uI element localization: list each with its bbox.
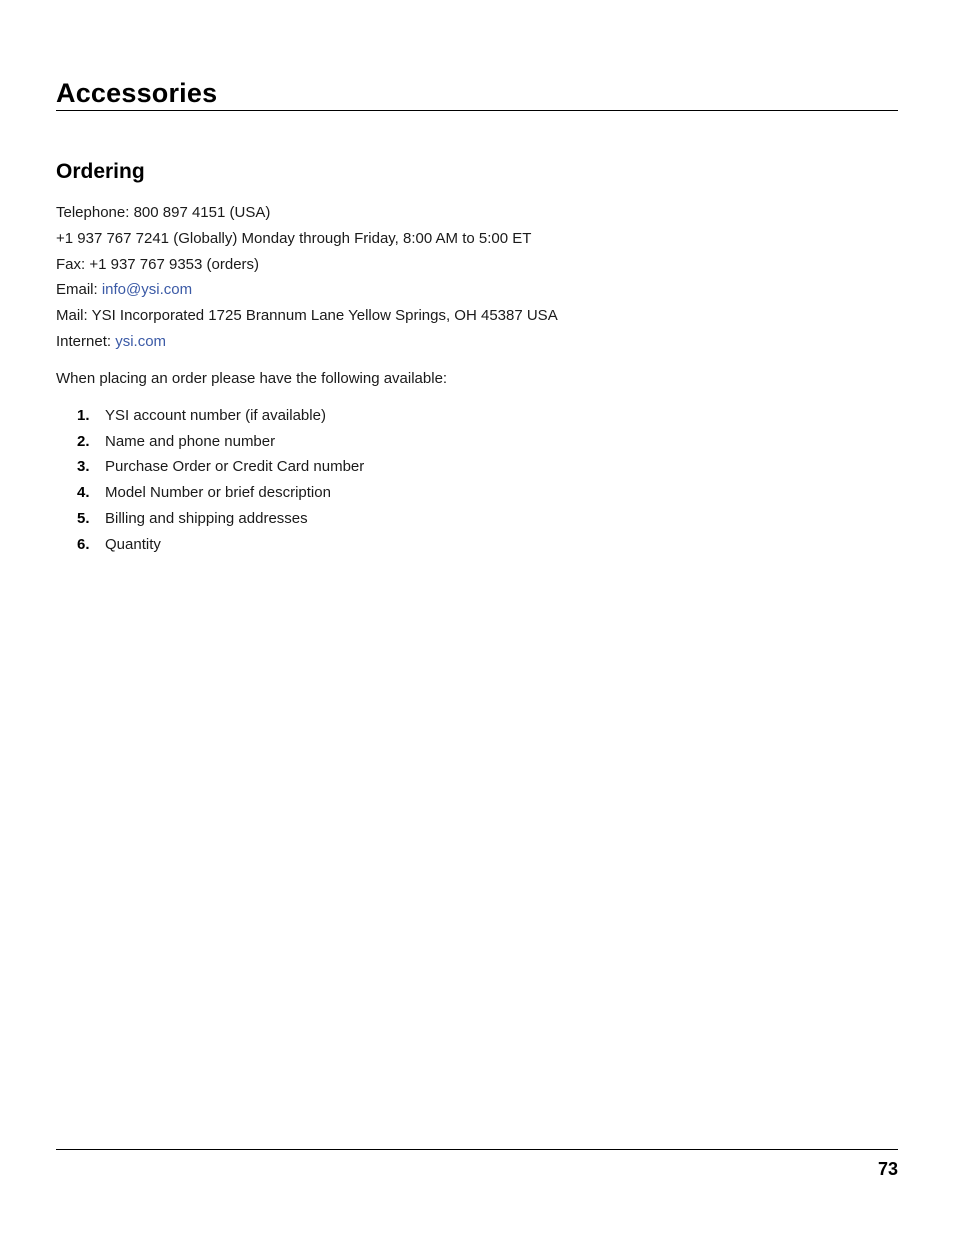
telephone-line: Telephone: 800 897 4151 (USA): [56, 204, 271, 221]
internet-label: Internet:: [56, 332, 116, 350]
list-item: [56, 454, 898, 480]
list-item-text: Purchase Order or Credit Card number: [105, 458, 365, 476]
global-phone-line: +1 937 767 7241 (Globally) Monday through Friday, 8:00 AM to 5:00 ET: [56, 229, 532, 247]
internet-line: [56, 329, 898, 355]
page-number: 73: [877, 1159, 898, 1179]
page-title: Accessories: [56, 78, 218, 108]
list-item-number: 4.: [77, 484, 90, 502]
list-item: [56, 429, 898, 455]
list-item-number: 3.: [77, 458, 90, 476]
list-item-number: 5.: [77, 509, 90, 527]
list-item: [56, 403, 898, 429]
page-footer: [56, 1149, 898, 1181]
list-item-text: Billing and shipping addresses: [105, 509, 308, 527]
list-item-number: 1.: [77, 406, 90, 424]
list-item-text: Name and phone number: [105, 432, 276, 450]
list-item-text: Quantity: [105, 535, 161, 553]
list-item-number: 6.: [77, 535, 90, 553]
email-line: [56, 277, 898, 303]
mail-line: Mail: YSI Incorporated 1725 Brannum Lane Yellow Springs, OH 45387 USA: [56, 307, 558, 325]
email-link[interactable]: info@ysi.com: [101, 281, 193, 299]
list-item-number: 2.: [77, 432, 90, 450]
order-intro: When placing an order please have the following available:: [56, 369, 448, 387]
list-item: [56, 532, 898, 558]
contact-info: [56, 200, 898, 355]
ordering-section: [56, 158, 898, 558]
order-requirements-list: [56, 403, 898, 558]
header-divider: [56, 110, 898, 111]
list-item-text: Model Number or brief description: [105, 484, 331, 502]
internet-link[interactable]: ysi.com: [115, 332, 167, 350]
list-item: [56, 506, 898, 532]
list-item-text: YSI account number (if available): [105, 406, 326, 424]
list-item: [56, 480, 898, 506]
footer-divider: [56, 1149, 898, 1150]
fax-line: Fax: +1 937 767 9353 (orders): [56, 255, 260, 273]
page-header: [56, 76, 898, 111]
section-title: Ordering: [56, 160, 145, 183]
email-label: Email:: [56, 281, 102, 299]
